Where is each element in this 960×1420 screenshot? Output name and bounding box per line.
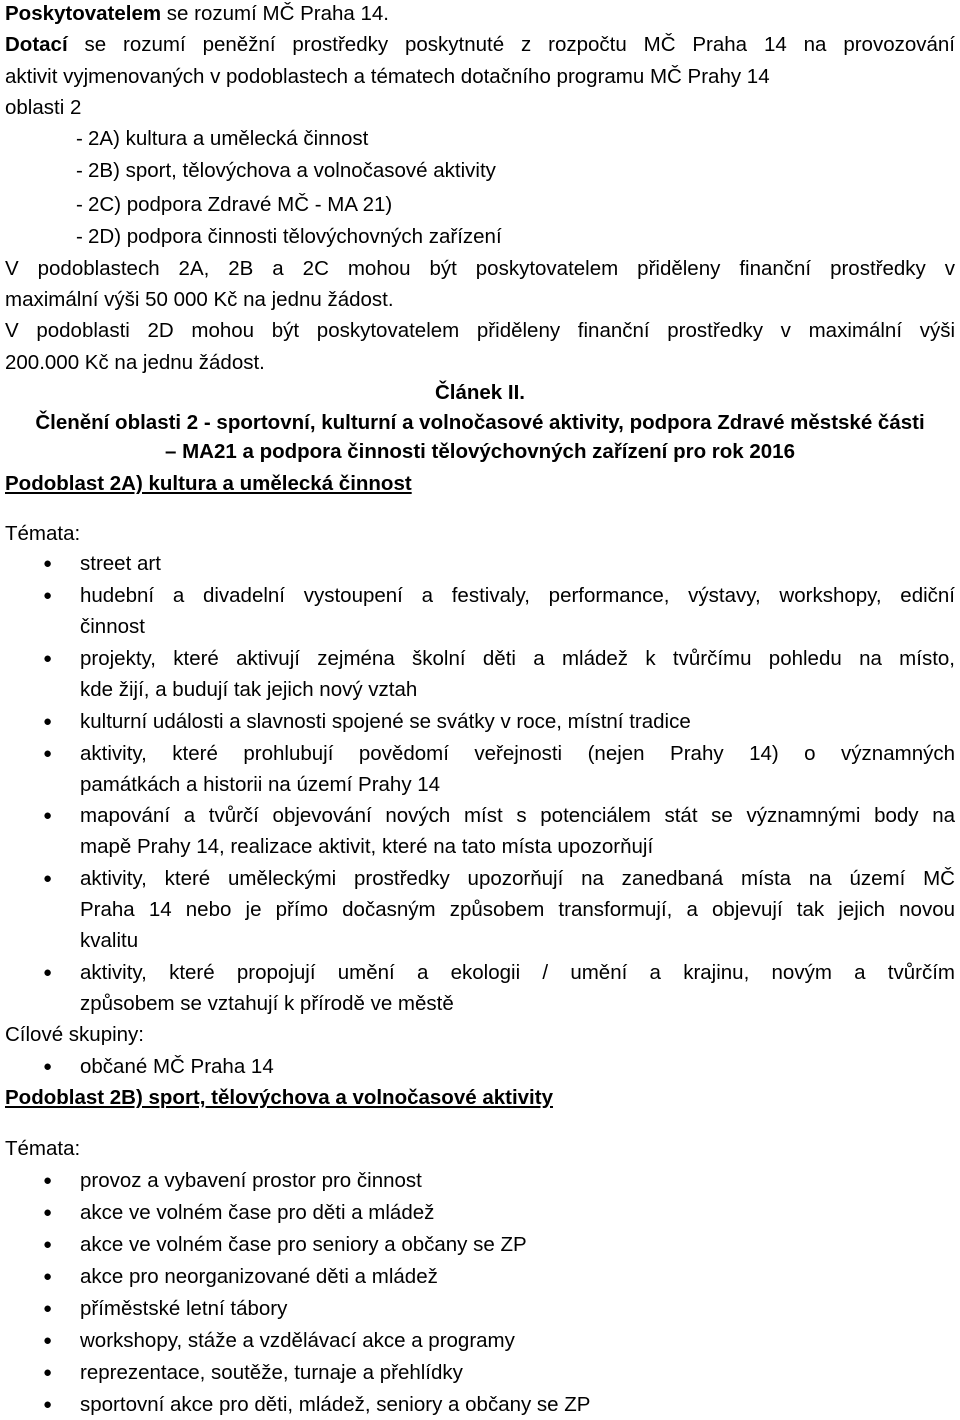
bullet-icon: ●	[43, 587, 53, 604]
bullet-icon: ●	[43, 745, 53, 762]
bullet-icon: ●	[43, 807, 53, 824]
term-provider: Poskytovatelem	[5, 2, 162, 25]
dash-marker: -	[76, 193, 83, 216]
list-item: ● aktivity, které uměleckými prostředky upozorňují na zanedbaná místa na území MČ Praha 14 nebo je přímo dočasným způsobem transformují, a objevují tak jejich novou kvalitu	[43, 867, 955, 952]
dash-list-item: - 2D) podpora činnosti tělovýchovných zařízení	[76, 225, 502, 248]
list-item: ● občané MČ Praha 14	[43, 1055, 274, 1078]
dash-list-item: - 2A) kultura a umělecká činnost	[76, 127, 369, 150]
list-item: ● aktivity, které prohlubují povědomí veřejnosti (nejen Prahy 14) o významných památkách a historii na území Prahy 14	[43, 742, 955, 796]
dash-marker: -	[76, 127, 83, 150]
list-item: ● street art	[43, 552, 161, 575]
bullet-icon: ●	[43, 870, 53, 887]
bullet-icon: ●	[43, 650, 53, 667]
bullet-icon: ●	[43, 1300, 53, 1317]
intro-line	[5, 2, 389, 26]
intro-line: aktivit vyjmenovaných v podoblastech a tématech dotačního programu MČ Prahy 14	[5, 65, 770, 88]
list-item: ● provoz a vybavení prostor pro činnost	[43, 1169, 422, 1192]
topics-label: Témata:	[5, 1137, 81, 1160]
list-item: ● reprezentace, soutěže, turnaje a přehlídky	[43, 1361, 463, 1384]
list-item: ● projekty, které aktivují zejména školní děti a mládež k tvůrčímu pohledu na místo, kde žijí, a budují tak jejich nový vztah	[43, 647, 955, 701]
subarea-2a-title: Podoblast 2A) kultura a umělecká činnost	[5, 472, 412, 495]
bullet-icon: ●	[43, 964, 53, 981]
list-item: ● mapování a tvůrčí objevování nových míst s potenciálem stát se významnými body na mapě Prahy 14, realizace aktivit, které na tato místa upozorňují	[43, 804, 955, 858]
list-item: ● akce ve volném čase pro děti a mládež	[43, 1201, 435, 1224]
list-item: ● sportovní akce pro děti, mládež, seniory a občany se ZP	[43, 1393, 591, 1416]
bullet-icon: ●	[43, 555, 53, 572]
article-heading: – MA21 a podpora činnosti tělovýchovných zařízení pro rok 2016	[165, 440, 795, 463]
dash-list-item: - 2B) sport, tělovýchova a volnočasové aktivity	[76, 159, 496, 182]
list-item: ● kulturní události a slavnosti spojené se svátky v roce, místní tradice	[43, 710, 691, 733]
topics-label: Témata:	[5, 522, 81, 545]
list-item: ● akce ve volném čase pro seniory a občany se ZP	[43, 1233, 527, 1256]
bullet-icon: ●	[43, 1268, 53, 1285]
dash-marker: -	[76, 225, 83, 248]
paragraph-line: V podoblastech 2A, 2B a 2C mohou být poskytovatelem přiděleny finanční prostředky v	[5, 257, 955, 280]
bullet-icon: ●	[43, 1172, 53, 1189]
list-item: ● příměstské letní tábory	[43, 1297, 288, 1320]
dash-marker: -	[76, 159, 83, 182]
paragraph-line: V podoblasti 2D mohou být poskytovatelem přiděleny finanční prostředky v maximální výši	[5, 319, 955, 342]
list-item: ● akce pro neorganizované děti a mládež	[43, 1265, 438, 1288]
bullet-icon: ●	[43, 713, 53, 730]
bullet-icon: ●	[43, 1364, 53, 1381]
bullet-icon: ●	[43, 1332, 53, 1349]
intro-text: se rozumí MČ Praha 14.	[161, 2, 389, 25]
dash-list-item: - 2C) podpora Zdravé MČ - MA 21)	[76, 193, 393, 216]
target-groups-label: Cílové skupiny:	[5, 1023, 145, 1046]
bullet-icon: ●	[43, 1396, 53, 1413]
list-item: ● aktivity, které propojují umění a ekologii / umění a krajinu, novým a tvůrčím způsobem se vztahují k přírodě ve městě	[43, 961, 955, 1015]
intro-line	[5, 33, 955, 57]
paragraph-line: 200.000 Kč na jednu žádost.	[5, 351, 265, 374]
bullet-icon: ●	[43, 1236, 53, 1253]
article-title: Článek II.	[434, 381, 525, 404]
bullet-icon: ●	[43, 1204, 53, 1221]
term-grant: Dotací	[5, 33, 68, 56]
paragraph-line: maximální výši 50 000 Kč na jednu žádost.	[5, 288, 394, 311]
intro-text: se rozumí peněžní prostředky poskytnuté z rozpočtu MČ Praha 14 na provozování	[67, 33, 955, 56]
intro-line: oblasti 2	[5, 96, 82, 119]
list-item: ● hudební a divadelní vystoupení a festivaly, performance, výstavy, workshopy, ediční činnost	[43, 584, 955, 638]
list-item: ● workshopy, stáže a vzdělávací akce a programy	[43, 1329, 515, 1352]
article-heading: Členění oblasti 2 - sportovní, kulturní a volnočasové aktivity, podpora Zdravé městské části	[35, 411, 925, 434]
bullet-icon: ●	[43, 1058, 53, 1075]
subarea-2b-title: Podoblast 2B) sport, tělovýchova a volnočasové aktivity	[5, 1086, 553, 1109]
